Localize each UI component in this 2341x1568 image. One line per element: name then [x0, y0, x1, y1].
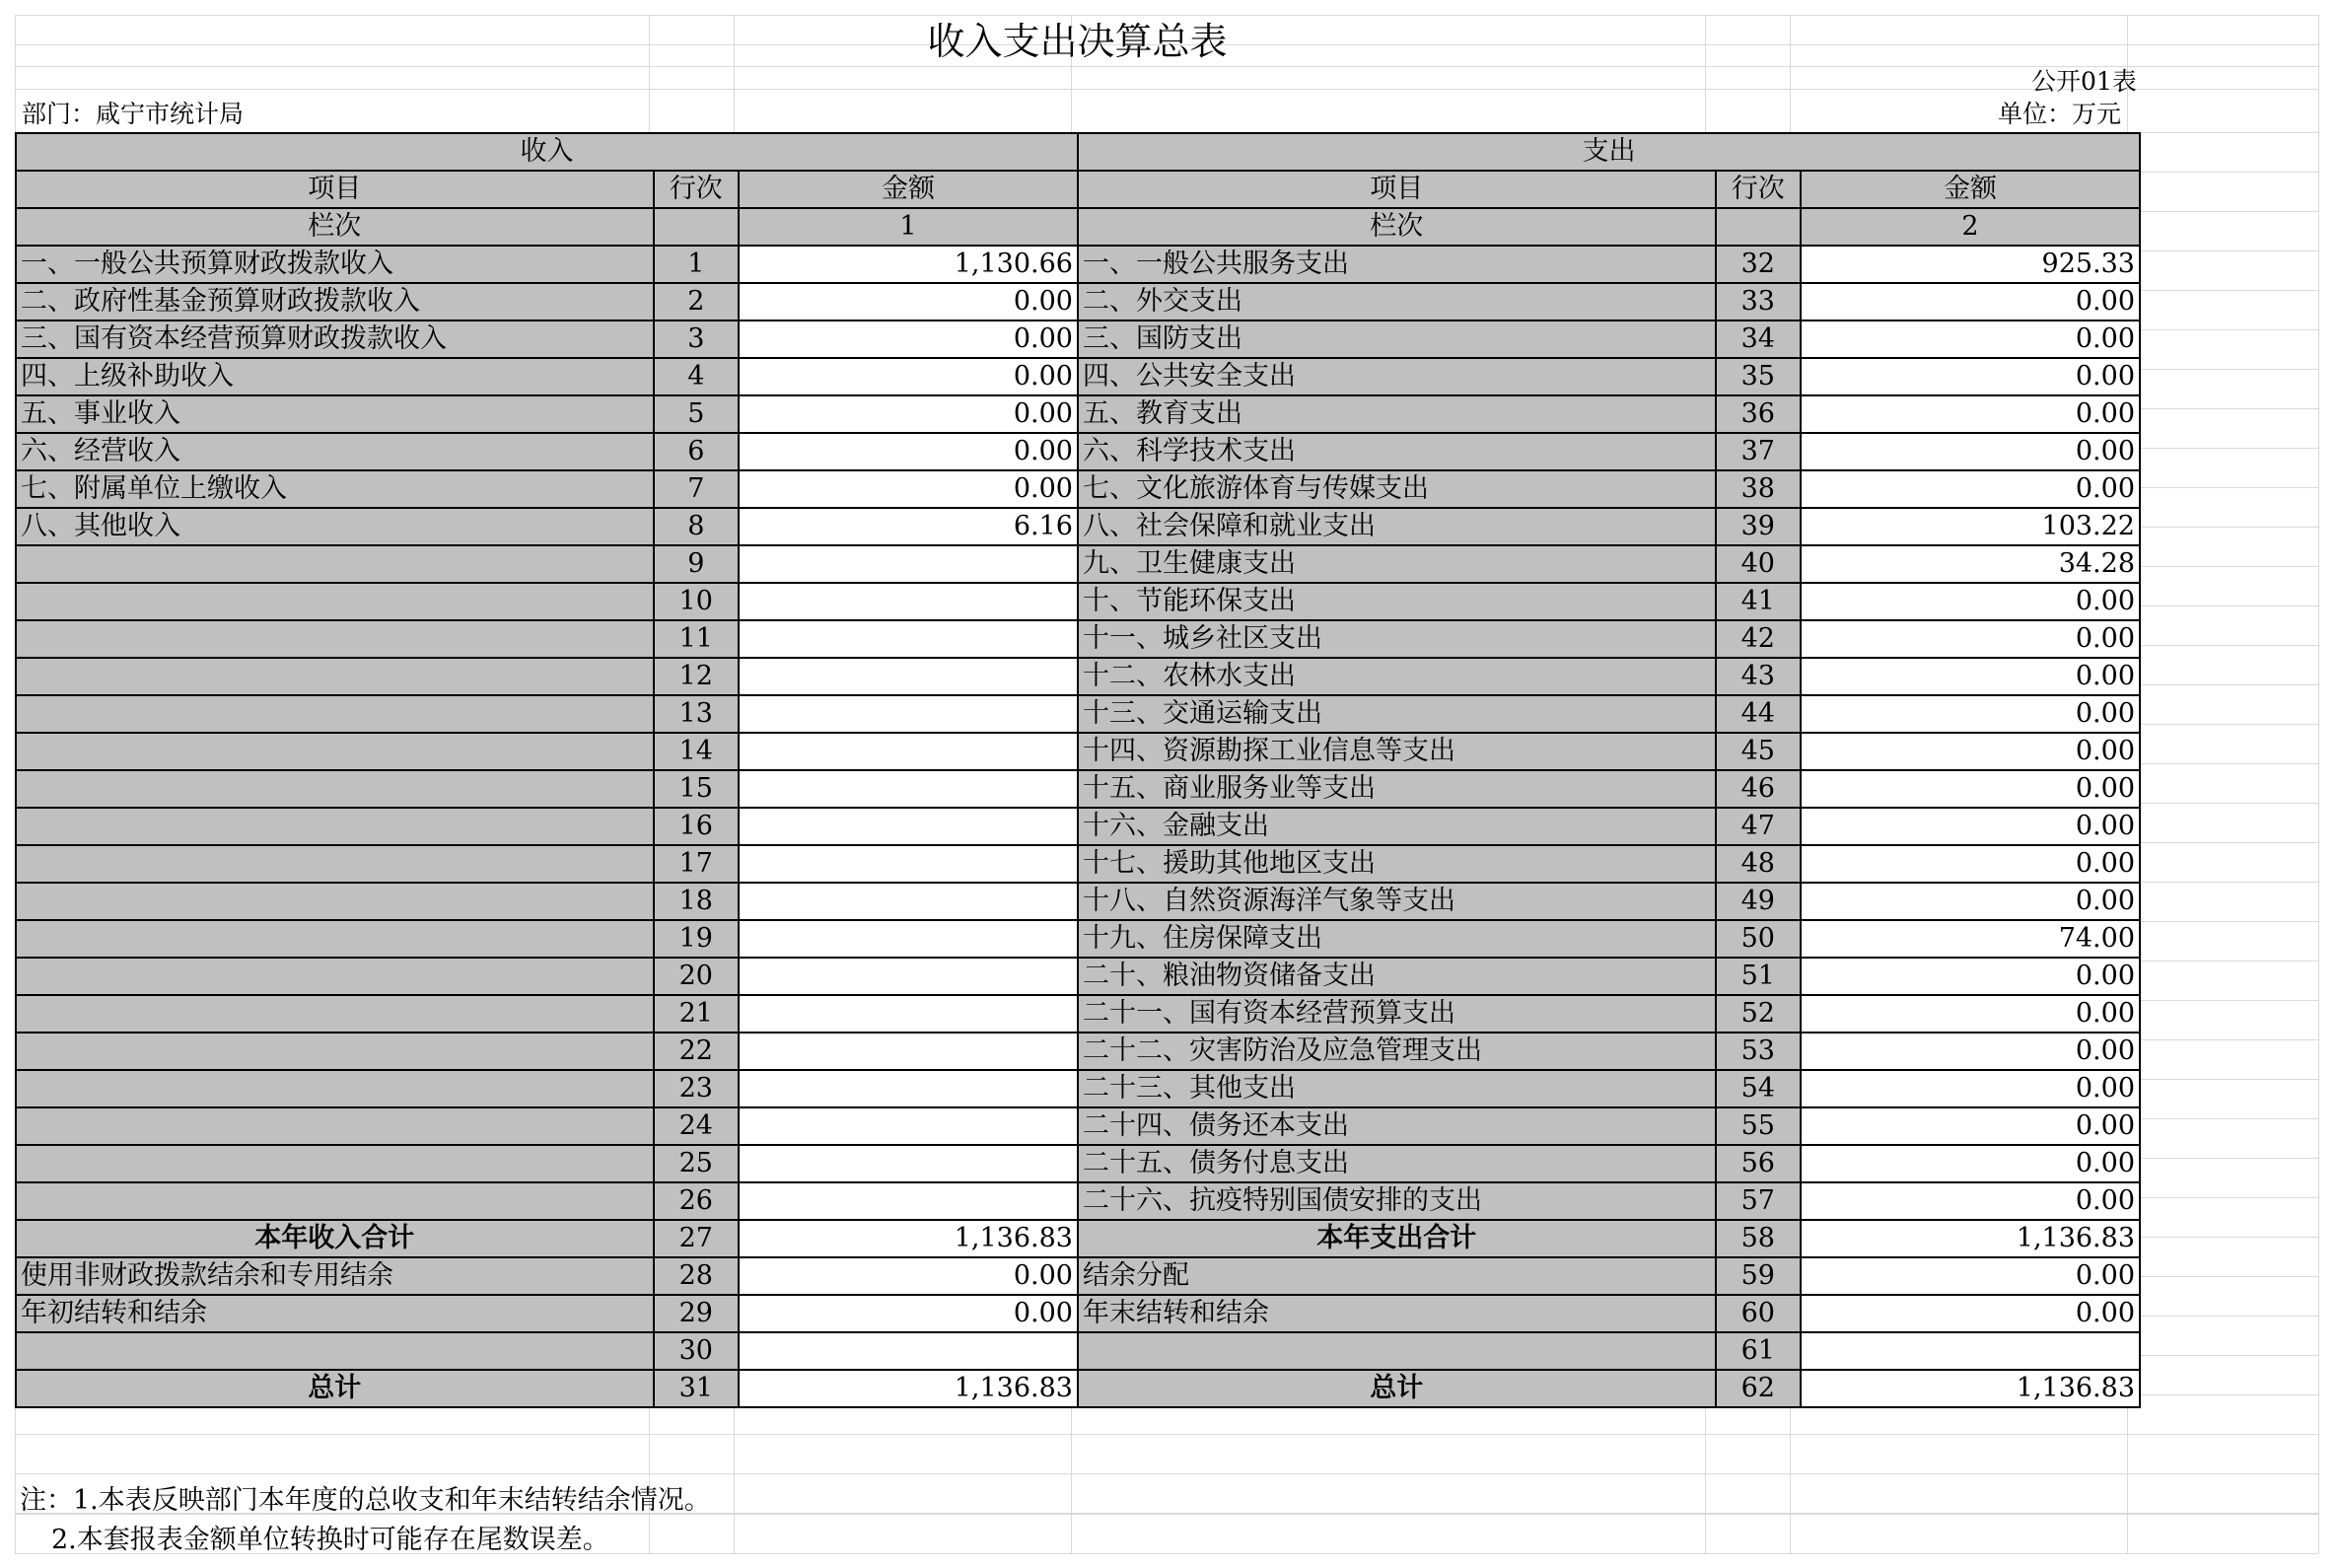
- income-row-number-cell: 14: [654, 733, 739, 770]
- income-item-cell: 五、事业收入: [16, 395, 654, 433]
- income-amount-cell: [739, 770, 1078, 808]
- expense-item-cell: 八、社会保障和就业支出: [1078, 508, 1716, 545]
- expense-amount-cell: 34.28: [1801, 545, 2140, 583]
- income-amount-cell: [739, 1332, 1078, 1370]
- expense-amount-header: 金额: [1801, 171, 2140, 208]
- expense-row-number-cell: 48: [1716, 845, 1801, 883]
- income-row-number-cell: 26: [654, 1182, 739, 1220]
- expense-amount-cell: 0.00: [1801, 283, 2140, 321]
- expense-item-cell: 十九、住房保障支出: [1078, 920, 1716, 958]
- income-row-number-cell: 4: [654, 358, 739, 395]
- income-row-number-cell: 27: [654, 1220, 739, 1257]
- income-amount-header: 金额: [739, 171, 1078, 208]
- expense-item-cell: 二十、粮油物资储备支出: [1078, 958, 1716, 995]
- expense-amount-cell: 0.00: [1801, 733, 2140, 770]
- expense-amount-cell: 0.00: [1801, 433, 2140, 470]
- income-amount-cell: 1,136.83: [739, 1370, 1078, 1407]
- income-item-cell: [16, 733, 654, 770]
- income-index-label: 栏次: [16, 208, 654, 246]
- income-amount-cell: [739, 1182, 1078, 1220]
- expense-item-cell: 十三、交通运输支出: [1078, 695, 1716, 733]
- income-row-number-cell: 17: [654, 845, 739, 883]
- table-row: [16, 1332, 2140, 1370]
- table-row: [16, 883, 2140, 920]
- column-index-row: [16, 208, 2140, 246]
- table-row: [16, 845, 2140, 883]
- table-row: [16, 995, 2140, 1033]
- income-row-number-cell: 7: [654, 470, 739, 508]
- grid-line: [15, 15, 2318, 16]
- income-row-number-cell: 20: [654, 958, 739, 995]
- expense-amount-cell: 0.00: [1801, 1182, 2140, 1220]
- department-label: 部门：咸宁市统计局: [22, 100, 245, 128]
- table-row: [16, 470, 2140, 508]
- column-header-row: [16, 171, 2140, 208]
- income-item-cell: 年初结转和结余: [16, 1295, 654, 1332]
- expense-amount-cell: 0.00: [1801, 995, 2140, 1033]
- income-row-number-cell: 5: [654, 395, 739, 433]
- income-amount-cell: [739, 883, 1078, 920]
- income-index-blank: [654, 208, 739, 246]
- expense-amount-cell: 0.00: [1801, 395, 2140, 433]
- income-item-cell: [16, 1332, 654, 1370]
- expense-item-cell: 二十四、债务还本支出: [1078, 1107, 1716, 1145]
- table-row: [16, 1033, 2140, 1070]
- income-amount-cell: [739, 583, 1078, 620]
- expense-item-header: 项目: [1078, 171, 1716, 208]
- income-amount-cell: [739, 695, 1078, 733]
- expense-row-number-cell: 62: [1716, 1370, 1801, 1407]
- income-row-number-cell: 29: [654, 1295, 739, 1332]
- expense-row-number-cell: 57: [1716, 1182, 1801, 1220]
- expense-item-cell: 一、一般公共服务支出: [1078, 246, 1716, 283]
- income-amount-cell: 0.00: [739, 433, 1078, 470]
- income-item-cell: [16, 920, 654, 958]
- income-item-cell: 三、国有资本经营预算财政拨款收入: [16, 321, 654, 358]
- expense-index-blank: [1716, 208, 1801, 246]
- income-amount-cell: [739, 995, 1078, 1033]
- table-row: [16, 1070, 2140, 1107]
- expense-item-cell: 结余分配: [1078, 1257, 1716, 1295]
- expense-item-cell: 年末结转和结余: [1078, 1295, 1716, 1332]
- income-section-header: 收入: [16, 133, 1078, 171]
- expense-section-header: 支出: [1078, 133, 2140, 171]
- total-row: [16, 1370, 2140, 1407]
- expense-amount-cell: 1,136.83: [1801, 1370, 2140, 1407]
- grid-line: [15, 66, 2318, 67]
- expense-row-number-cell: 39: [1716, 508, 1801, 545]
- income-amount-cell: 6.16: [739, 508, 1078, 545]
- expense-item-cell: 本年支出合计: [1078, 1220, 1716, 1257]
- expense-item-cell: 总计: [1078, 1370, 1716, 1407]
- table-row: [16, 1182, 2140, 1220]
- income-item-cell: [16, 1182, 654, 1220]
- table-row: [16, 283, 2140, 321]
- expense-amount-cell: 0.00: [1801, 1257, 2140, 1295]
- expense-item-cell: 十一、城乡社区支出: [1078, 620, 1716, 658]
- expense-amount-cell: 0.00: [1801, 1070, 2140, 1107]
- expense-item-cell: 二十三、其他支出: [1078, 1070, 1716, 1107]
- table-row: [16, 733, 2140, 770]
- income-row-number-cell: 11: [654, 620, 739, 658]
- income-amount-cell: [739, 1070, 1078, 1107]
- income-item-cell: [16, 845, 654, 883]
- income-row-number-cell: 3: [654, 321, 739, 358]
- income-amount-cell: [739, 620, 1078, 658]
- expense-row-number-cell: 55: [1716, 1107, 1801, 1145]
- income-column-number: 1: [739, 208, 1078, 246]
- income-amount-cell: [739, 920, 1078, 958]
- expense-item-cell: 十二、农林水支出: [1078, 658, 1716, 695]
- income-item-cell: 七、附属单位上缴收入: [16, 470, 654, 508]
- income-expense-table: [15, 132, 2141, 1408]
- income-item-cell: [16, 583, 654, 620]
- expense-amount-cell: 925.33: [1801, 246, 2140, 283]
- expense-item-cell: 十五、商业服务业等支出: [1078, 770, 1716, 808]
- expense-row-number-cell: 52: [1716, 995, 1801, 1033]
- note-1: 注：1.本表反映部门本年度的总收支和年末结转结余情况。: [20, 1485, 711, 1516]
- expense-amount-cell: 0.00: [1801, 808, 2140, 845]
- income-row-number-cell: 21: [654, 995, 739, 1033]
- expense-row-number-cell: 32: [1716, 246, 1801, 283]
- income-item-cell: [16, 695, 654, 733]
- income-row-number-cell: 19: [654, 920, 739, 958]
- expense-index-label: 栏次: [1078, 208, 1716, 246]
- expense-row-header: 行次: [1716, 171, 1801, 208]
- income-row-number-cell: 13: [654, 695, 739, 733]
- table-row: [16, 958, 2140, 995]
- form-code: 公开01表: [2031, 67, 2137, 96]
- table-row: [16, 620, 2140, 658]
- expense-row-number-cell: 38: [1716, 470, 1801, 508]
- income-item-cell: 八、其他收入: [16, 508, 654, 545]
- expense-amount-cell: 0.00: [1801, 1033, 2140, 1070]
- expense-item-cell: 二十二、灾害防治及应急管理支出: [1078, 1033, 1716, 1070]
- income-item-cell: 总计: [16, 1370, 654, 1407]
- income-row-number-cell: 8: [654, 508, 739, 545]
- expense-amount-cell: 1,136.83: [1801, 1220, 2140, 1257]
- table-row: [16, 1295, 2140, 1332]
- expense-item-cell: 四、公共安全支出: [1078, 358, 1716, 395]
- expense-amount-cell: 0.00: [1801, 845, 2140, 883]
- expense-row-number-cell: 46: [1716, 770, 1801, 808]
- income-amount-cell: [739, 808, 1078, 845]
- expense-row-number-cell: 51: [1716, 958, 1801, 995]
- expense-row-number-cell: 33: [1716, 283, 1801, 321]
- grid-line: [15, 89, 2318, 90]
- income-item-cell: [16, 808, 654, 845]
- expense-column-number: 2: [1801, 208, 2140, 246]
- expense-amount-cell: 0.00: [1801, 883, 2140, 920]
- table-row: [16, 321, 2140, 358]
- income-row-number-cell: 18: [654, 883, 739, 920]
- income-amount-cell: 1,136.83: [739, 1220, 1078, 1257]
- expense-row-number-cell: 40: [1716, 545, 1801, 583]
- income-amount-cell: 0.00: [739, 321, 1078, 358]
- income-item-cell: [16, 770, 654, 808]
- subtotal-row: [16, 1220, 2140, 1257]
- income-item-cell: [16, 1070, 654, 1107]
- unit-label: 单位：万元: [1998, 100, 2122, 128]
- income-item-cell: 二、政府性基金预算财政拨款收入: [16, 283, 654, 321]
- expense-amount-cell: 0.00: [1801, 321, 2140, 358]
- income-amount-cell: 0.00: [739, 470, 1078, 508]
- expense-row-number-cell: 61: [1716, 1332, 1801, 1370]
- expense-item-cell: 六、科学技术支出: [1078, 433, 1716, 470]
- income-row-number-cell: 25: [654, 1145, 739, 1182]
- grid-line: [15, 1473, 2318, 1474]
- income-row-number-cell: 16: [654, 808, 739, 845]
- income-amount-cell: 0.00: [739, 283, 1078, 321]
- expense-row-number-cell: 58: [1716, 1220, 1801, 1257]
- income-row-number-cell: 31: [654, 1370, 739, 1407]
- income-item-cell: 本年收入合计: [16, 1220, 654, 1257]
- expense-amount-cell: 0.00: [1801, 695, 2140, 733]
- expense-amount-cell: [1801, 1332, 2140, 1370]
- expense-row-number-cell: 44: [1716, 695, 1801, 733]
- expense-item-cell: 二十五、债务付息支出: [1078, 1145, 1716, 1182]
- expense-item-cell: 五、教育支出: [1078, 395, 1716, 433]
- expense-amount-cell: 0.00: [1801, 1145, 2140, 1182]
- grid-line: [15, 1434, 2318, 1435]
- expense-item-cell: 十七、援助其他地区支出: [1078, 845, 1716, 883]
- income-row-number-cell: 6: [654, 433, 739, 470]
- income-row-number-cell: 15: [654, 770, 739, 808]
- expense-amount-cell: 0.00: [1801, 583, 2140, 620]
- income-amount-cell: [739, 845, 1078, 883]
- income-row-header: 行次: [654, 171, 739, 208]
- income-row-number-cell: 22: [654, 1033, 739, 1070]
- notes: [20, 1481, 711, 1560]
- expense-row-number-cell: 59: [1716, 1257, 1801, 1295]
- expense-item-cell: 九、卫生健康支出: [1078, 545, 1716, 583]
- income-row-number-cell: 10: [654, 583, 739, 620]
- expense-row-number-cell: 42: [1716, 620, 1801, 658]
- income-row-number-cell: 1: [654, 246, 739, 283]
- table-row: [16, 658, 2140, 695]
- expense-item-cell: 二十六、抗疫特别国债安排的支出: [1078, 1182, 1716, 1220]
- income-item-cell: 一、一般公共预算财政拨款收入: [16, 246, 654, 283]
- income-amount-cell: 0.00: [739, 395, 1078, 433]
- table-row: [16, 433, 2140, 470]
- income-item-cell: [16, 1033, 654, 1070]
- note-2: 2.本套报表金额单位转换时可能存在尾数误差。: [51, 1525, 609, 1555]
- table-row: [16, 246, 2140, 283]
- expense-row-number-cell: 45: [1716, 733, 1801, 770]
- income-row-number-cell: 2: [654, 283, 739, 321]
- income-row-number-cell: 23: [654, 1070, 739, 1107]
- income-amount-cell: [739, 733, 1078, 770]
- expense-item-cell: [1078, 1332, 1716, 1370]
- table-row: [16, 920, 2140, 958]
- income-item-cell: [16, 1107, 654, 1145]
- income-amount-cell: [739, 545, 1078, 583]
- income-item-cell: [16, 958, 654, 995]
- expense-amount-cell: 0.00: [1801, 1107, 2140, 1145]
- expense-item-cell: 十、节能环保支出: [1078, 583, 1716, 620]
- expense-row-number-cell: 53: [1716, 1033, 1801, 1070]
- expense-row-number-cell: 56: [1716, 1145, 1801, 1182]
- income-amount-cell: 1,130.66: [739, 246, 1078, 283]
- table-row: [16, 583, 2140, 620]
- expense-amount-cell: 103.22: [1801, 508, 2140, 545]
- expense-item-cell: 十六、金融支出: [1078, 808, 1716, 845]
- expense-row-number-cell: 47: [1716, 808, 1801, 845]
- income-amount-cell: [739, 1145, 1078, 1182]
- income-item-cell: 四、上级补助收入: [16, 358, 654, 395]
- expense-row-number-cell: 43: [1716, 658, 1801, 695]
- expense-row-number-cell: 49: [1716, 883, 1801, 920]
- income-item-cell: [16, 545, 654, 583]
- expense-item-cell: 十四、资源勘探工业信息等支出: [1078, 733, 1716, 770]
- table-row: [16, 695, 2140, 733]
- expense-row-number-cell: 36: [1716, 395, 1801, 433]
- expense-item-cell: 十八、自然资源海洋气象等支出: [1078, 883, 1716, 920]
- section-header-row: [16, 133, 2140, 171]
- expense-row-number-cell: 60: [1716, 1295, 1801, 1332]
- expense-row-number-cell: 50: [1716, 920, 1801, 958]
- table-row: [16, 545, 2140, 583]
- income-item-cell: 使用非财政拨款结余和专用结余: [16, 1257, 654, 1295]
- income-item-cell: [16, 883, 654, 920]
- expense-row-number-cell: 54: [1716, 1070, 1801, 1107]
- page-title: 收入支出决算总表: [927, 20, 1228, 63]
- table-row: [16, 770, 2140, 808]
- expense-row-number-cell: 41: [1716, 583, 1801, 620]
- expense-row-number-cell: 37: [1716, 433, 1801, 470]
- income-amount-cell: [739, 958, 1078, 995]
- income-amount-cell: [739, 1033, 1078, 1070]
- table-row: [16, 808, 2140, 845]
- income-amount-cell: [739, 1107, 1078, 1145]
- expense-row-number-cell: 34: [1716, 321, 1801, 358]
- income-row-number-cell: 12: [654, 658, 739, 695]
- expense-amount-cell: 0.00: [1801, 470, 2140, 508]
- table-row: [16, 1257, 2140, 1295]
- expense-item-cell: 三、国防支出: [1078, 321, 1716, 358]
- income-row-number-cell: 9: [654, 545, 739, 583]
- income-row-number-cell: 28: [654, 1257, 739, 1295]
- income-item-header: 项目: [16, 171, 654, 208]
- expense-item-cell: 七、文化旅游体育与传媒支出: [1078, 470, 1716, 508]
- expense-amount-cell: 0.00: [1801, 958, 2140, 995]
- table-row: [16, 508, 2140, 545]
- expense-amount-cell: 0.00: [1801, 620, 2140, 658]
- expense-amount-cell: 0.00: [1801, 770, 2140, 808]
- income-item-cell: 六、经营收入: [16, 433, 654, 470]
- income-item-cell: [16, 620, 654, 658]
- expense-amount-cell: 0.00: [1801, 1295, 2140, 1332]
- table-row: [16, 1145, 2140, 1182]
- income-amount-cell: [739, 658, 1078, 695]
- expense-amount-cell: 74.00: [1801, 920, 2140, 958]
- income-item-cell: [16, 658, 654, 695]
- table-row: [16, 395, 2140, 433]
- table-row: [16, 358, 2140, 395]
- income-row-number-cell: 24: [654, 1107, 739, 1145]
- income-item-cell: [16, 995, 654, 1033]
- income-row-number-cell: 30: [654, 1332, 739, 1370]
- expense-item-cell: 二、外交支出: [1078, 283, 1716, 321]
- table-row: [16, 1107, 2140, 1145]
- expense-item-cell: 二十一、国有资本经营预算支出: [1078, 995, 1716, 1033]
- income-item-cell: [16, 1145, 654, 1182]
- grid-line: [2318, 15, 2319, 1553]
- expense-amount-cell: 0.00: [1801, 658, 2140, 695]
- income-amount-cell: 0.00: [739, 1295, 1078, 1332]
- income-amount-cell: 0.00: [739, 358, 1078, 395]
- income-amount-cell: 0.00: [739, 1257, 1078, 1295]
- expense-amount-cell: 0.00: [1801, 358, 2140, 395]
- expense-row-number-cell: 35: [1716, 358, 1801, 395]
